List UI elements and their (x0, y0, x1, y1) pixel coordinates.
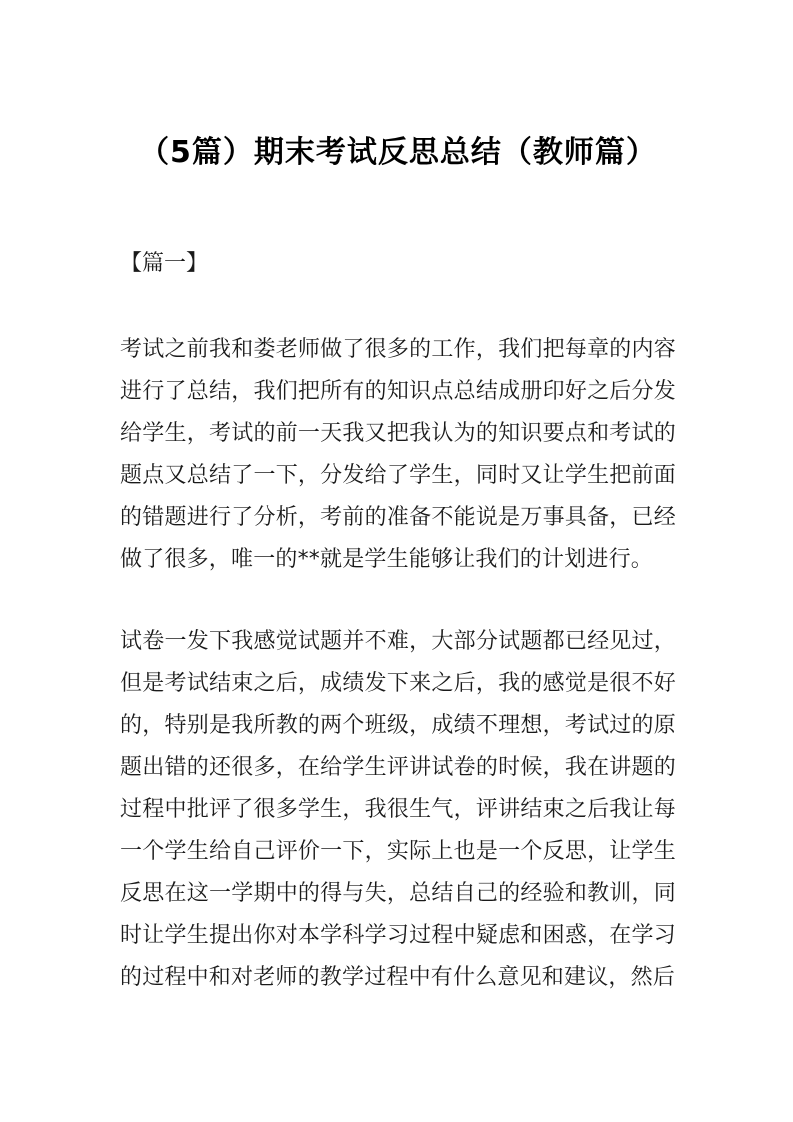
body-paragraph-1: 考试之前我和娄老师做了很多的工作，我们把每章的内容进行了总结，我们把所有的知识点总结成册印好之后分发给学生，考试的前一天我又把我认为的知识要点和考试的题点又总结了一下，分发给了学生，同时又让学生把前面的错题进行了分析，考前的准备不能说是万事具备，已经做了很多，唯一的**就是学生能够让我们的计划进行。 (120, 337, 676, 572)
body-paragraph-2: 试卷一发下我感觉试题并不难，大部分试题都已经见过，但是考试结束之后，成绩发下来之后，我的感觉是很不好的，特别是我所教的两个班级，成绩不理想，考试过的原题出错的还很多，在给学生评讲试卷的时候，我在讲题的过程中批评了很多学生，我很生气，评讲结束之后我让每一个学生给自己评价一下，实际上也是一个反思，让学生反思在这一学期中的得与失，总结自己的经验和教训，同时让学生提出你对本学科学习过程中疑虑和困惑，在学习的过程中和对老师的教学过程中有什么意见和建议，然后 (120, 629, 676, 990)
section-heading-part-one: 【篇一】 (120, 251, 209, 276)
document-title: （5篇）期末考试反思总结（教师篇） (139, 135, 657, 170)
